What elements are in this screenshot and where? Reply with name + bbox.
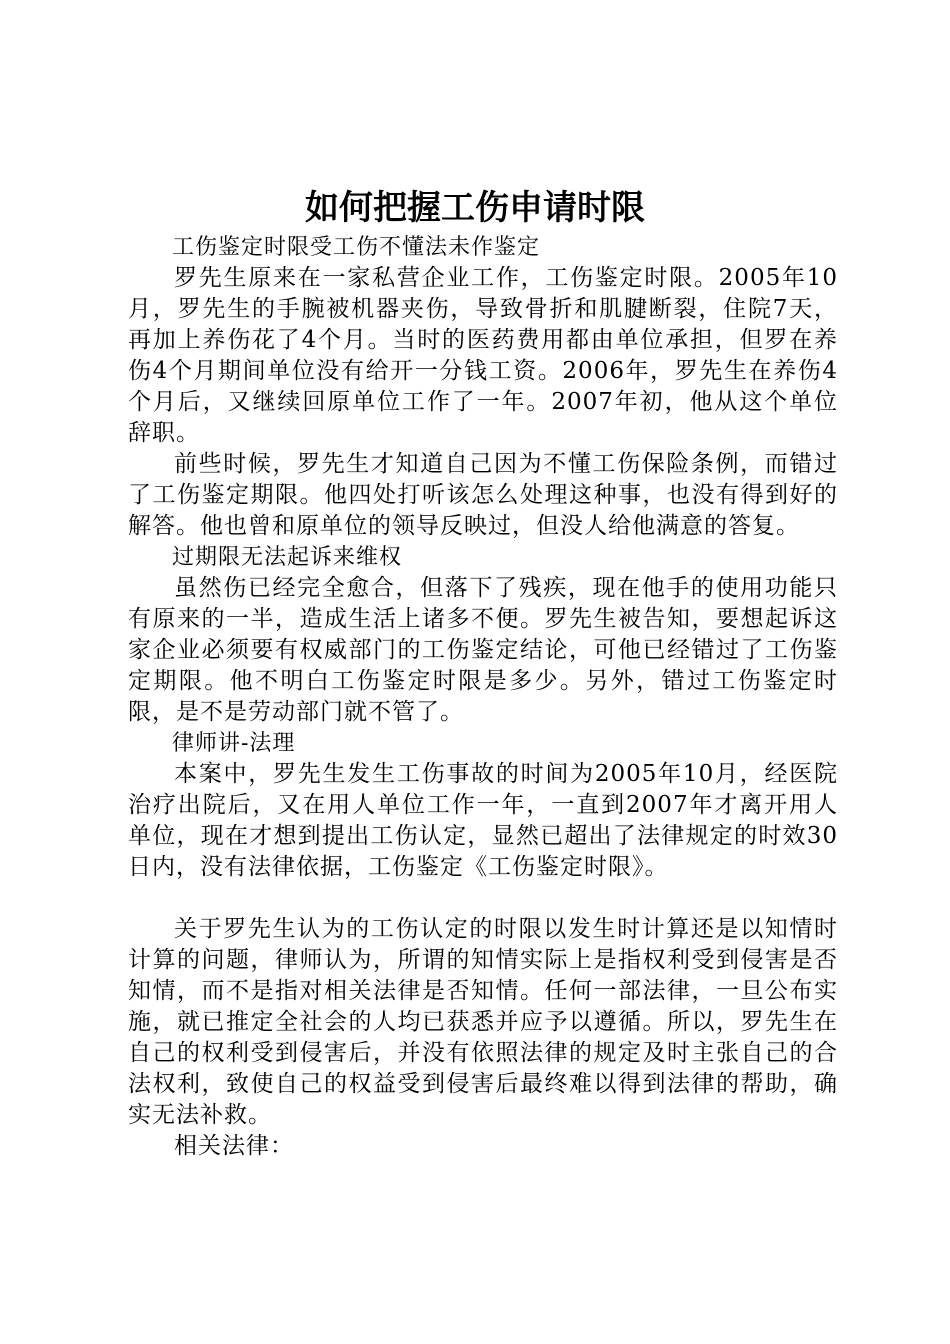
section-heading-1: 工伤鉴定时限受工伤不懂法未作鉴定: [172, 235, 541, 260]
document-title: 如何把握工伤申请时限: [305, 188, 645, 228]
paragraph-2: 前些时候，罗先生才知道自己因为不懂工伤保险条例，而错过了工伤鉴定期限。他四处打听该怎么处理这种事，也没有得到好的解答。他也曾和原单位的领导反映过，但没人给他满意的答复。: [128, 451, 838, 539]
paragraph-1: 罗先生原来在一家私营企业工作，工伤鉴定时限。2005年10月，罗先生的手腕被机器夹伤，导致骨折和肌腱断裂，住院7天，再加上养伤花了4个月。当时的医药费用都由单位承担，但罗在养伤4个月期间单位没有给开一分钱工资。2006年，罗先生在养伤4个月后，又继续回原单位工作了一年。2007年初，他从这个单位辞职。: [128, 265, 838, 446]
paragraph-spacer: [128, 883, 838, 914]
section-heading-2: 过期限无法起诉来维权: [172, 545, 403, 570]
paragraph-5: 关于罗先生认为的工伤认定的时限以发生时计算还是以知情时计算的问题，律师认为，所谓的知情实际上是指权利受到侵害是否知情，而不是指对相关法律是否知情。任何一部法律，一旦公布实施，就已推定全社会的人均已获悉并应予以遵循。所以，罗先生在自己的权利受到侵害后，并没有依照法律的规定及时主张自己的合法权利，致使自己的权益受到侵害后最终难以得到法律的帮助，确实无法补救。: [128, 916, 838, 1128]
paragraph-3: 虽然伤已经完全愈合，但落下了残疾，现在他手的使用功能只有原来的一半，造成生活上诸多不便。罗先生被告知，要想起诉这家企业必须要有权威部门的工伤鉴定结论，可他已经错过了工伤鉴定期限。他不明白工伤鉴定时限是多少。另外，错过工伤鉴定时限，是不是劳动部门就不管了。: [128, 575, 838, 725]
document-body: [128, 232, 838, 1162]
section-heading-3: 律师讲-法理: [172, 731, 296, 756]
paragraph-4: 本案中，罗先生发生工伤事故的时间为2005年10月，经医院治疗出院后，又在用人单位工作一年，一直到2007年才离开用人单位，现在才想到提出工伤认定，显然已超出了法律规定的时效30日内，没有法律依据，工伤鉴定《工伤鉴定时限》。: [128, 761, 838, 880]
paragraph-6: 相关法律：: [174, 1133, 294, 1159]
